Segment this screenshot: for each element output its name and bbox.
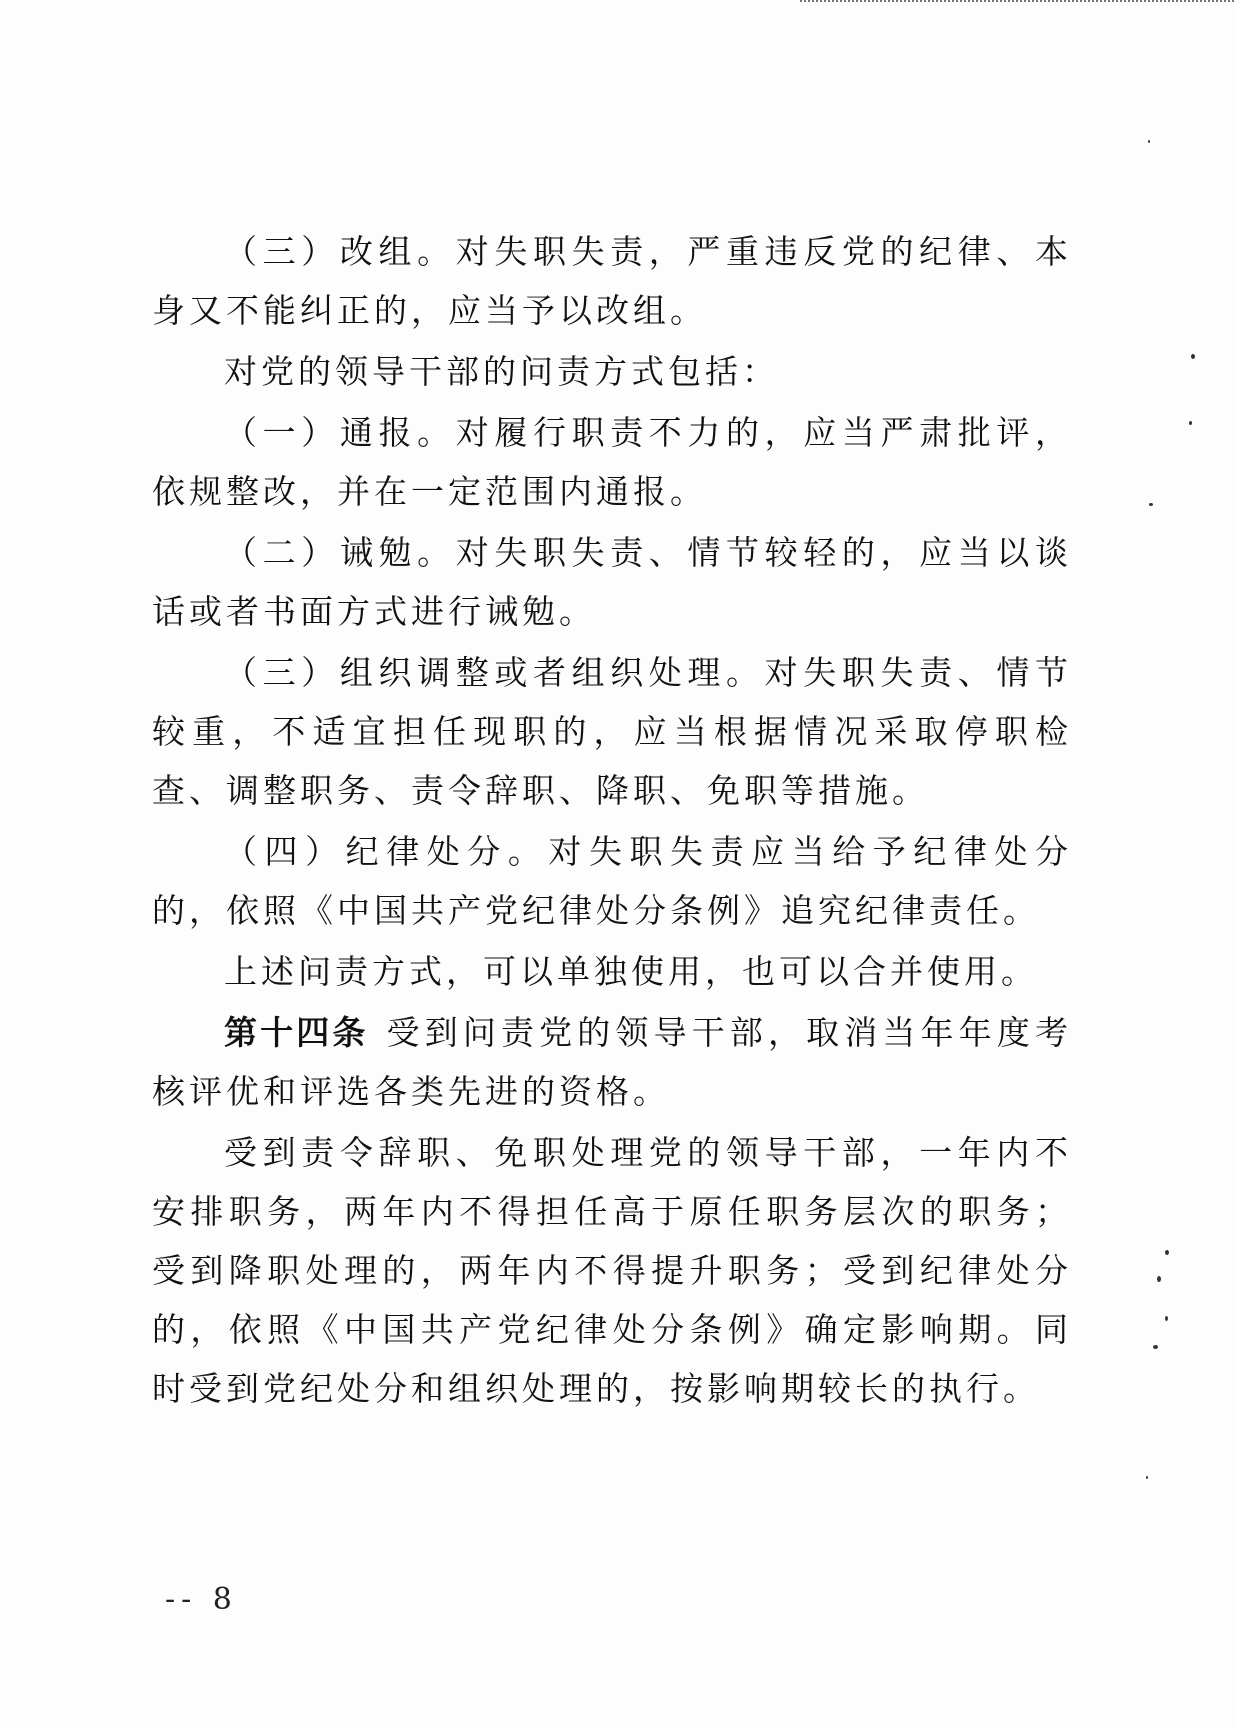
scan-speck [1157,1276,1161,1282]
paragraph [152,342,1072,401]
scan-speck [1165,1316,1168,1321]
paragraph [152,523,1072,641]
scan-speck [1153,1345,1158,1349]
scan-speck [1165,1250,1169,1255]
scan-speck [1149,503,1153,506]
scan-speck [1148,140,1150,143]
paragraph-text: 受到责令辞职、免职处理党的领导干部，一年内不安排职务，两年内不得担任高于原任职务层次的职务；受到降职处理的，两年内不得提升职务；受到纪律处分的，依照《中国共产党纪律处分条例》确定影响期。同时受到党纪处分和组织处理的，按影响期较长的执行。 [152,1133,1072,1408]
paragraph-text: （三）改组。对失职失责，严重违反党的纪律、本身又不能纠正的，应当予以改组。 [152,232,1072,330]
paragraph-text: （一）通报。对履行职责不力的，应当严肃批评，依规整改，并在一定范围内通报。 [152,413,1072,511]
paragraph [152,403,1072,521]
paragraph-text: 上述问责方式，可以单独使用，也可以合并使用。 [224,952,1038,991]
paragraph-text: （三）组织调整或者组织处理。对失职失责、情节较重，不适宜担任现职的，应当根据情况采取停职检查、调整职务、责令辞职、降职、免职等措施。 [152,653,1072,810]
article-paragraph [152,1003,1072,1121]
paragraph [152,222,1072,340]
paragraph-text: （二）诫勉。对失职失责、情节较轻的，应当以谈话或者书面方式进行诫勉。 [152,533,1072,631]
paragraph [152,942,1072,1001]
paragraph-text: 受到问责党的领导干部，取消当年年度考核评优和评选各类先进的资格。 [152,1013,1073,1111]
scan-edge-line [800,0,1234,4]
scan-speck [1189,421,1192,425]
paragraph-text: （四）纪律处分。对失职失责应当给予纪律处分的，依照《中国共产党纪律处分条例》追究纪律责任。 [152,832,1072,930]
page-number: -- 8 [165,1582,238,1617]
scan-speck [1146,1476,1148,1479]
document-body [152,222,1072,1420]
paragraph [152,643,1072,820]
paragraph-text: 对党的领导干部的问责方式包括： [224,352,779,391]
paragraph [152,822,1072,940]
scan-speck [1191,354,1195,359]
article-heading: 第十四条 [224,1013,369,1052]
paragraph [152,1123,1072,1418]
